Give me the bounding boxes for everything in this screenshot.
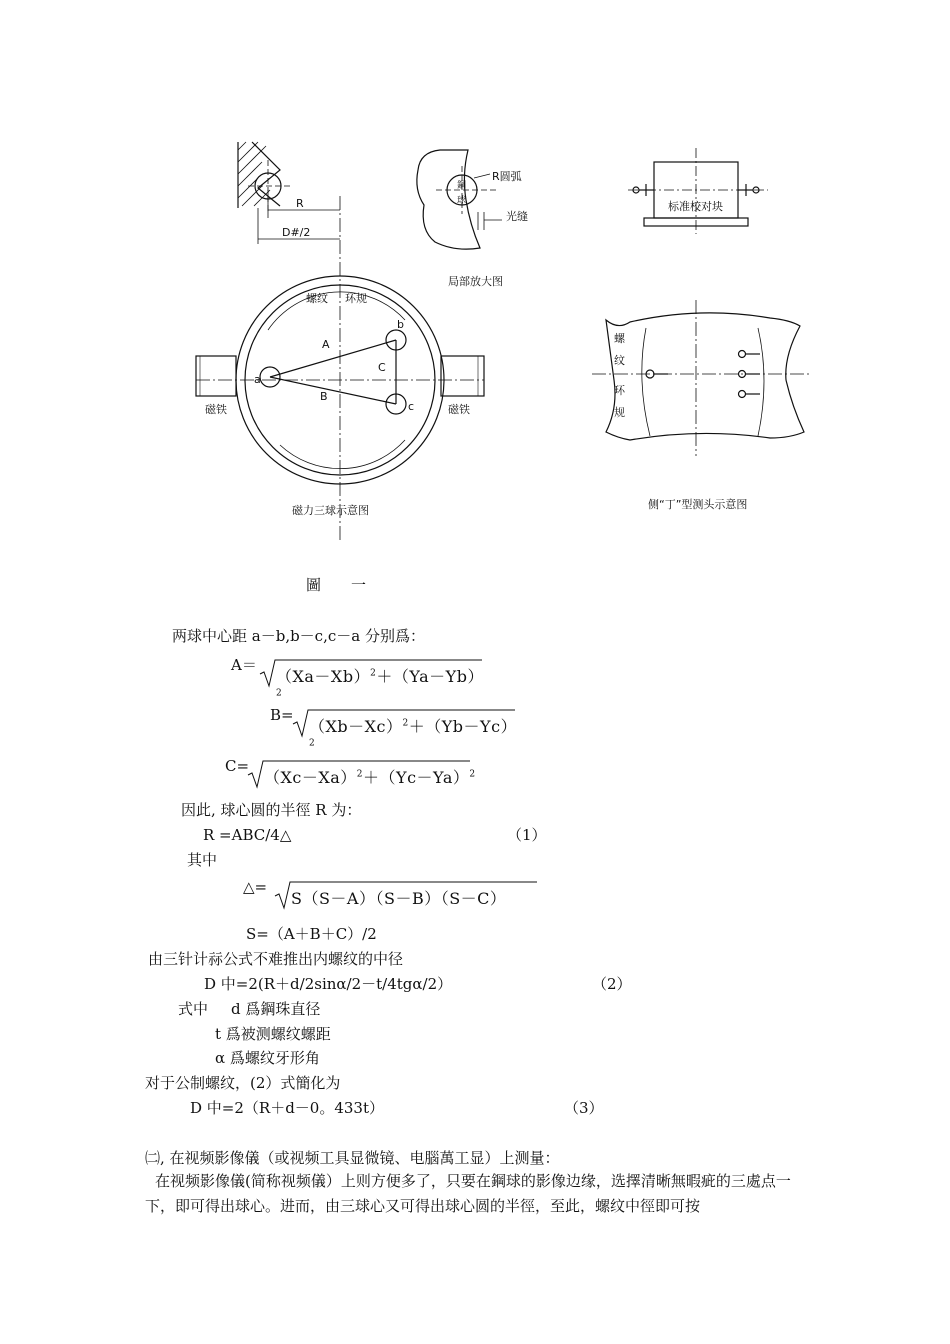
eq-number-2: （2） [592,975,632,993]
label-d-half: D#/2 [282,226,311,239]
label-magnet-left: 磁铁 [205,403,227,416]
side-label-luo: 螺 [614,332,625,345]
formula-a-lhs: A＝ [231,656,257,674]
label-magnet-right: 磁铁 [448,403,470,416]
formula-c-lhs: C= [225,757,250,775]
label-point-a: a [254,373,261,386]
label-steel: 鋼 [457,181,467,191]
side-label-gui: 规 [614,406,625,419]
formula-a-sq1: 2 [370,668,377,679]
side-label-huan: 环 [614,384,625,397]
delta-sqrt [275,878,545,910]
block-caption: 标准校对块 [668,200,723,213]
delta-lhs: △= [243,878,268,896]
formula-c-sqrt [248,757,478,789]
formula-a-term2: ＋（Ya－Yb） [376,667,484,686]
formula-b-term2: ＋（Yb－Yc） [408,717,518,736]
formula-a-sqrt [260,656,490,699]
label-point-c: c [408,400,415,413]
eq-number-3: （3） [564,1099,604,1117]
side-label-wen: 纹 [614,354,625,367]
formula-c-sq1: 2 [356,769,364,780]
t-probe-drawing [592,300,810,456]
def-t: t 爲被测螺纹螺距 [215,1025,331,1043]
magnetic-caption: 磁力三球示意图 [292,504,369,517]
formula-b-sq2: 2 [309,738,316,749]
def-d: d 爲鋼珠直径 [231,1000,321,1018]
section-heading: ㈡, 在视频影像儀（或视频工具显微镜、电腦萬工显）上测量： [145,1149,560,1167]
formula-b-lhs: B= [270,706,294,724]
label-gap: 光缝 [506,210,528,223]
t-probe-caption: 侧“丁”型测头示意图 [648,498,748,511]
formula-c-sq2: 2 [469,769,476,780]
formula-a-term1: （Xa－Xb） [276,667,371,686]
label-ball: 球 [457,196,467,206]
figure-title: 圖 一 [306,576,367,594]
three-needle-line: 由三针计祘公式不难推出内螺纹的中径 [148,950,404,968]
s-formula: S=（A＋B＋C）/2 [246,925,377,943]
calibration-block-drawing [628,148,768,234]
formula-b-sq1: 2 [402,718,409,729]
label-point-b: b [397,318,404,331]
d-simple-formula: D 中=2（R＋d－0。433t） [190,1099,385,1117]
label-point-c-upper: C [378,361,386,374]
where-label: 其中 [187,851,218,869]
label-thread: 螺纹 [306,292,328,305]
label-r-arc: R圆弧 [492,170,522,183]
d-formula: D 中=2(R＋d/2sinα/2－t/4tgα/2） [204,975,453,993]
def-intro: 式中 [178,1000,209,1018]
label-point-a-upper: A [322,338,330,351]
formula-c-term2: ＋（Yc－Ya） [363,768,470,787]
metric-line: 对于公制螺纹，(2）式簡化为 [145,1074,341,1092]
delta-rhs: S（S－A）（S－B）（S－C） [291,889,507,908]
def-alpha: α 爲螺纹牙形角 [215,1049,320,1067]
r-formula: R =ABC/4△ [203,826,292,844]
label-point-b-upper: B [320,390,328,403]
formula-a-sq2: 2 [276,688,283,699]
intro-line: 两球中心距 a－b,b－c,c－a 分别爲： [172,627,425,645]
label-ring: 环规 [345,292,367,305]
label-r: R [296,197,304,210]
eq-number-1: （1） [507,826,547,844]
therefore-line: 因此, 球心圆的半徑 R 为： [181,801,362,819]
formula-b-sqrt [293,706,523,749]
body-paragraph: 在视频影像儀(简称视频儀）上则方便多了，只要在鋼球的影像边缘，选擇清晰無暇疵的三處点一下，即可得出球心。进而，由三球心又可得出球心圆的半徑，至此，螺纹中徑即可按 [145,1172,791,1215]
formula-c-term1: （Xc－Xa） [264,768,357,787]
formula-b-term1: （Xb－Xc） [309,717,403,736]
zoom-caption: 局部放大图 [448,275,503,288]
